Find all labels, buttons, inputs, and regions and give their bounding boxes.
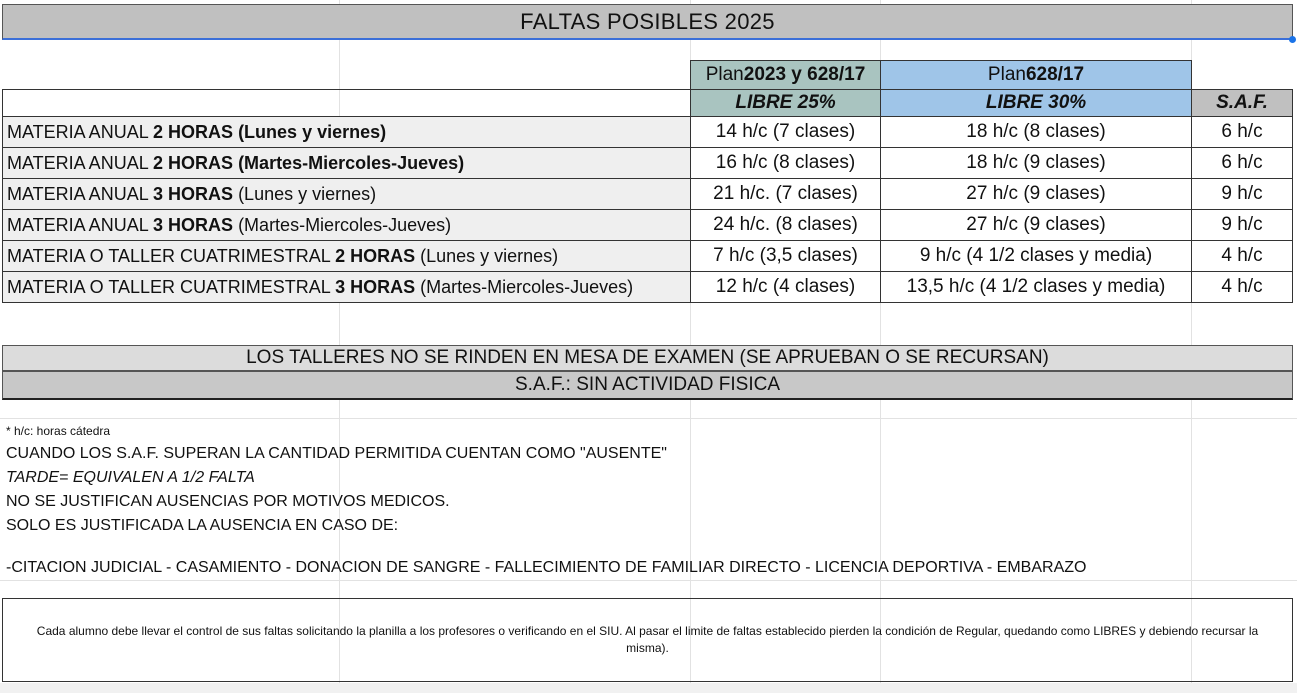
libre-25-cell[interactable]: 24 h/c. (8 clases) [690, 209, 881, 241]
saf-cell[interactable]: 9 h/c [1191, 178, 1293, 210]
saf-cell[interactable]: 9 h/c [1191, 209, 1293, 241]
libre-30-cell[interactable]: 18 h/c (8 clases) [880, 116, 1192, 148]
sheet-title: FALTAS POSIBLES 2025 [520, 8, 775, 34]
materia-hours: 2 HORAS (Martes-Miercoles-Jueves) [153, 152, 465, 173]
libre-25-cell[interactable]: 7 h/c (3,5 clases) [690, 240, 881, 272]
saf-cell[interactable]: 6 h/c [1191, 116, 1293, 148]
libre-25-cell[interactable]: 14 h/c (7 clases) [690, 116, 881, 148]
gridline [0, 418, 1297, 419]
plan-bold: 628/17 [1025, 64, 1085, 85]
materia-prefix: MATERIA ANUAL [7, 121, 154, 142]
materia-days: (Martes-Miercoles-Jueves) [233, 214, 452, 235]
materia-days: (Martes-Miercoles-Jueves) [415, 276, 634, 297]
saf-header[interactable]: S.A.F. [1191, 89, 1293, 117]
libre-30-cell[interactable]: 9 h/c (4 1/2 clases y media) [880, 240, 1192, 272]
saf-cell[interactable]: 6 h/c [1191, 147, 1293, 179]
materia-cell[interactable] [2, 116, 691, 148]
header-blank-cell[interactable] [2, 89, 691, 117]
libre-30-cell[interactable]: 13,5 h/c (4 1/2 clases y media) [880, 271, 1192, 303]
libre-25-header[interactable]: LIBRE 25% [690, 89, 881, 117]
plan-628-header[interactable] [880, 60, 1192, 90]
materia-hours: 2 HORAS (Lunes y viernes) [153, 121, 387, 142]
materia-prefix: MATERIA O TALLER CUATRIMESTRAL [7, 245, 336, 266]
libre-30-cell[interactable]: 27 h/c (9 clases) [880, 178, 1192, 210]
plan-2023-header[interactable] [690, 60, 881, 90]
gridline [0, 580, 1297, 581]
sheet-bottom-strip [0, 683, 1297, 693]
note-solo: SOLO ES JUSTIFICADA LA AUSENCIA EN CASO DE: [6, 517, 399, 534]
saf-cell[interactable]: 4 h/c [1191, 240, 1293, 272]
note-saf-exceed: CUANDO LOS S.A.F. SUPERAN LA CANTIDAD PERMITIDA CUENTAN COMO "AUSENTE" [6, 445, 667, 462]
materia-prefix: MATERIA ANUAL [7, 152, 154, 173]
materia-cell[interactable] [2, 240, 691, 272]
materia-cell[interactable] [2, 147, 691, 179]
saf-text: S.A.F.: SIN ACTIVIDAD FISICA [515, 374, 780, 395]
selection-handle[interactable] [1289, 36, 1296, 43]
materia-cell[interactable] [2, 178, 691, 210]
note-medicos: NO SE JUSTIFICAN AUSENCIAS POR MOTIVOS MEDICOS. [6, 493, 450, 510]
materia-hours: 3 HORAS [153, 183, 234, 204]
materia-days: (Lunes y viernes) [233, 183, 377, 204]
footer-text: Cada alumno debe llevar el control de sus faltas solicitando la planilla a los profesores o verificando en el SIU. Al pasar el limite de faltas establecido pierden la condición de Regular, quedando como LIBRES y debiendo recursar la misma). [36, 624, 1259, 655]
footer-note-cell[interactable] [2, 598, 1293, 682]
plan-prefix: Plan [987, 64, 1026, 85]
libre-30-cell[interactable]: 18 h/c (9 clases) [880, 147, 1192, 179]
materia-prefix: MATERIA ANUAL [7, 214, 154, 235]
talleres-banner[interactable] [2, 345, 1293, 371]
libre-30-header[interactable]: LIBRE 30% [880, 89, 1192, 117]
materia-prefix: MATERIA ANUAL [7, 183, 154, 204]
materia-hours: 3 HORAS [153, 214, 234, 235]
note-causas: -CITACION JUDICIAL - CASAMIENTO - DONACION DE SANGRE - FALLECIMIENTO DE FAMILIAR DIRECTO - LICENCIA DEPORTIVA - EMBARAZO [6, 559, 1087, 576]
libre-25-cell[interactable]: 16 h/c (8 clases) [690, 147, 881, 179]
sheet-title-cell[interactable] [2, 4, 1293, 40]
saf-banner[interactable] [2, 371, 1293, 400]
materia-cell[interactable] [2, 271, 691, 303]
talleres-text: LOS TALLERES NO SE RINDEN EN MESA DE EXAMEN (SE APRUEBAN O SE RECURSAN) [246, 347, 1049, 368]
materia-days: (Lunes y viernes) [415, 245, 559, 266]
plan-bold: 2023 y 628/17 [743, 64, 866, 85]
materia-cell[interactable] [2, 209, 691, 241]
note-tarde: TARDE= EQUIVALEN A 1/2 FALTA [6, 469, 255, 486]
saf-cell[interactable]: 4 h/c [1191, 271, 1293, 303]
materia-hours: 3 HORAS [335, 276, 416, 297]
note-hc: * h/c: horas cátedra [6, 424, 111, 438]
libre-25-cell[interactable]: 21 h/c. (7 clases) [690, 178, 881, 210]
libre-25-cell[interactable]: 12 h/c (4 clases) [690, 271, 881, 303]
libre-30-cell[interactable]: 27 h/c (9 clases) [880, 209, 1192, 241]
plan-prefix: Plan [705, 64, 744, 85]
materia-prefix: MATERIA O TALLER CUATRIMESTRAL [7, 276, 336, 297]
materia-hours: 2 HORAS [335, 245, 416, 266]
